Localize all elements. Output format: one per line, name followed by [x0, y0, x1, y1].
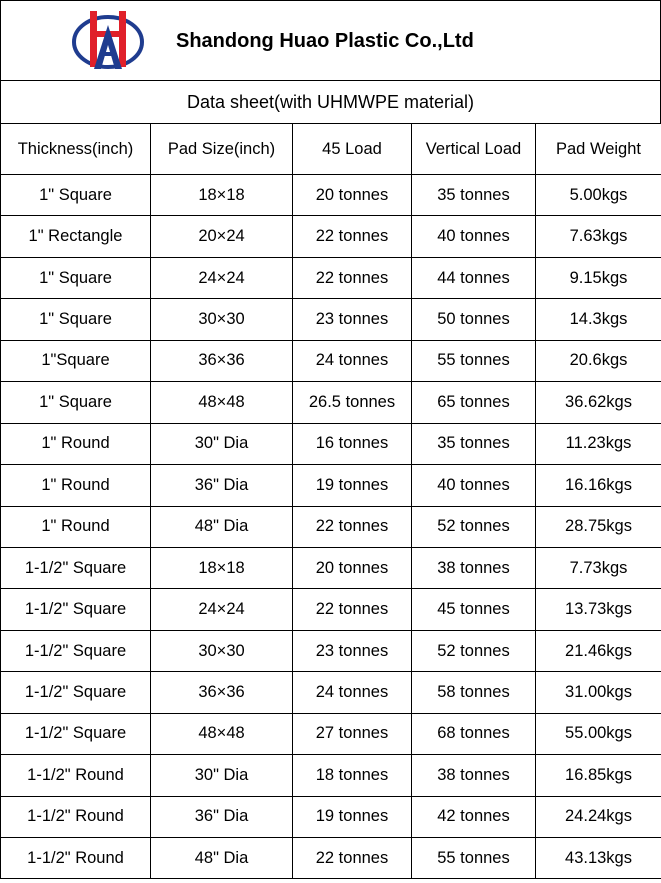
pad-weight-cell: 7.63kgs [536, 216, 661, 257]
pad-size-cell: 48" Dia [151, 838, 293, 879]
pad-size-cell: 48" Dia [151, 506, 293, 547]
table-row [1, 589, 661, 630]
pad-size-cell: 36×36 [151, 672, 293, 713]
table-row [1, 299, 661, 340]
vertical-load-cell: 58 tonnes [412, 672, 536, 713]
pad-size-cell: 48×48 [151, 382, 293, 423]
table-row [1, 838, 661, 879]
thickness-cell: 1" Rectangle [1, 216, 151, 257]
pad-weight-cell: 28.75kgs [536, 506, 661, 547]
table-row [1, 713, 661, 754]
header-vertical-load: Vertical Load [412, 124, 536, 175]
vertical-load-cell: 50 tonnes [412, 299, 536, 340]
pad-weight-cell: 31.00kgs [536, 672, 661, 713]
sheet-subtitle: Data sheet(with UHMWPE material) [0, 80, 661, 123]
vertical-load-cell: 55 tonnes [412, 838, 536, 879]
pad-size-cell: 24×24 [151, 589, 293, 630]
vertical-load-cell: 55 tonnes [412, 340, 536, 381]
pad-size-cell: 30" Dia [151, 423, 293, 464]
vertical-load-cell: 40 tonnes [412, 216, 536, 257]
pad-weight-cell: 13.73kgs [536, 589, 661, 630]
pad-size-cell: 24×24 [151, 257, 293, 298]
huao-logo-icon [63, 1, 153, 81]
load-45-cell: 23 tonnes [293, 299, 412, 340]
pad-weight-cell: 11.23kgs [536, 423, 661, 464]
vertical-load-cell: 52 tonnes [412, 506, 536, 547]
vertical-load-cell: 40 tonnes [412, 465, 536, 506]
thickness-cell: 1" Square [1, 257, 151, 298]
load-45-cell: 22 tonnes [293, 589, 412, 630]
pad-weight-cell: 5.00kgs [536, 175, 661, 216]
vertical-load-cell: 45 tonnes [412, 589, 536, 630]
thickness-cell: 1-1/2" Round [1, 838, 151, 879]
load-45-cell: 22 tonnes [293, 506, 412, 547]
pad-weight-cell: 16.85kgs [536, 755, 661, 796]
pad-size-cell: 18×18 [151, 175, 293, 216]
load-45-cell: 18 tonnes [293, 755, 412, 796]
load-45-cell: 26.5 tonnes [293, 382, 412, 423]
table-row [1, 340, 661, 381]
table-row [1, 175, 661, 216]
table-row [1, 755, 661, 796]
pad-size-cell: 30×30 [151, 299, 293, 340]
vertical-load-cell: 65 tonnes [412, 382, 536, 423]
pad-weight-cell: 9.15kgs [536, 257, 661, 298]
load-45-cell: 24 tonnes [293, 672, 412, 713]
thickness-cell: 1-1/2" Round [1, 755, 151, 796]
load-45-cell: 22 tonnes [293, 216, 412, 257]
pad-weight-cell: 36.62kgs [536, 382, 661, 423]
load-45-cell: 16 tonnes [293, 423, 412, 464]
thickness-cell: 1" Round [1, 465, 151, 506]
vertical-load-cell: 52 tonnes [412, 630, 536, 671]
thickness-cell: 1" Square [1, 175, 151, 216]
table-row [1, 672, 661, 713]
thickness-cell: 1"Square [1, 340, 151, 381]
load-45-cell: 22 tonnes [293, 257, 412, 298]
thickness-cell: 1-1/2" Round [1, 796, 151, 837]
header-45-load: 45 Load [293, 124, 412, 175]
load-45-cell: 20 tonnes [293, 175, 412, 216]
thickness-cell: 1-1/2" Square [1, 630, 151, 671]
thickness-cell: 1-1/2" Square [1, 589, 151, 630]
thickness-cell: 1" Square [1, 299, 151, 340]
pad-size-cell: 30×30 [151, 630, 293, 671]
pad-weight-cell: 24.24kgs [536, 796, 661, 837]
pad-weight-cell: 7.73kgs [536, 547, 661, 588]
load-45-cell: 23 tonnes [293, 630, 412, 671]
table-row [1, 423, 661, 464]
company-header [0, 0, 661, 81]
vertical-load-cell: 35 tonnes [412, 175, 536, 216]
load-45-cell: 20 tonnes [293, 547, 412, 588]
table-row [1, 382, 661, 423]
vertical-load-cell: 42 tonnes [412, 796, 536, 837]
pad-size-cell: 18×18 [151, 547, 293, 588]
thickness-cell: 1-1/2" Square [1, 672, 151, 713]
header-pad-weight: Pad Weight [536, 124, 661, 175]
vertical-load-cell: 68 tonnes [412, 713, 536, 754]
vertical-load-cell: 35 tonnes [412, 423, 536, 464]
pad-weight-cell: 43.13kgs [536, 838, 661, 879]
vertical-load-cell: 38 tonnes [412, 755, 536, 796]
load-45-cell: 27 tonnes [293, 713, 412, 754]
table-row [1, 216, 661, 257]
table-row [1, 257, 661, 298]
table-row [1, 465, 661, 506]
load-45-cell: 22 tonnes [293, 838, 412, 879]
thickness-cell: 1" Square [1, 382, 151, 423]
thickness-cell: 1-1/2" Square [1, 713, 151, 754]
table-row [1, 547, 661, 588]
pad-weight-cell: 20.6kgs [536, 340, 661, 381]
pad-size-cell: 36" Dia [151, 465, 293, 506]
thickness-cell: 1" Round [1, 423, 151, 464]
thickness-cell: 1" Round [1, 506, 151, 547]
pad-size-cell: 30" Dia [151, 755, 293, 796]
pad-weight-cell: 55.00kgs [536, 713, 661, 754]
load-45-cell: 19 tonnes [293, 796, 412, 837]
table-row [1, 506, 661, 547]
pad-weight-cell: 16.16kgs [536, 465, 661, 506]
header-thickness: Thickness(inch) [1, 124, 151, 175]
load-45-cell: 24 tonnes [293, 340, 412, 381]
pad-weight-cell: 14.3kgs [536, 299, 661, 340]
vertical-load-cell: 38 tonnes [412, 547, 536, 588]
table-row [1, 630, 661, 671]
company-name: Shandong Huao Plastic Co.,Ltd [176, 29, 474, 52]
thickness-cell: 1-1/2" Square [1, 547, 151, 588]
pad-weight-cell: 21.46kgs [536, 630, 661, 671]
vertical-load-cell: 44 tonnes [412, 257, 536, 298]
header-pad-size: Pad Size(inch) [151, 124, 293, 175]
table-header-row [1, 124, 661, 175]
pad-size-cell: 36×36 [151, 340, 293, 381]
pad-size-cell: 36" Dia [151, 796, 293, 837]
pad-size-cell: 48×48 [151, 713, 293, 754]
load-45-cell: 19 tonnes [293, 465, 412, 506]
pad-size-cell: 20×24 [151, 216, 293, 257]
table-row [1, 796, 661, 837]
spec-table [0, 123, 661, 879]
